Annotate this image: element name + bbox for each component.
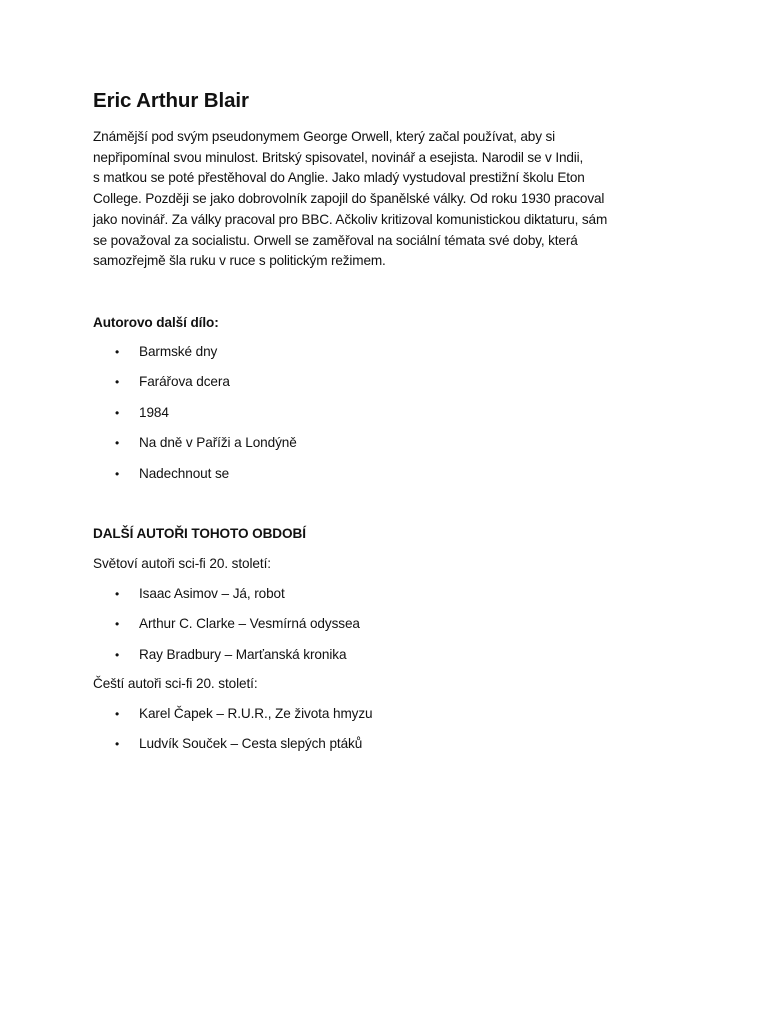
bullet-icon: • — [115, 466, 120, 481]
list-item: • Nadechnout se — [93, 464, 683, 484]
works-heading: Autorovo další dílo: — [93, 314, 219, 330]
bullet-icon: • — [115, 405, 120, 420]
list-item: • Barmské dny — [93, 342, 683, 362]
biography-paragraph — [93, 127, 683, 272]
world-authors-list — [93, 584, 683, 665]
bio-line: jako novinář. Za války pracoval pro BBC. Ačkoliv kritizoval komunistickou diktaturu, sám — [93, 211, 608, 227]
bullet-icon: • — [115, 706, 120, 721]
bullet-icon: • — [115, 617, 120, 632]
bio-line: s matkou se poté přestěhoval do Anglie. Jako mladý vystudoval prestižní školu Eton — [93, 170, 585, 186]
list-item: • Isaac Asimov – Já, robot — [93, 584, 683, 604]
czech-authors-list — [93, 704, 683, 755]
bio-line: nepřipomínal svou minulost. Britský spisovatel, novinář a esejista. Narodil se v Indii, — [93, 149, 584, 165]
world-authors-label: Světoví autoři sci-fi 20. století: — [93, 555, 271, 571]
bio-line: samozřejmě šla ruku v ruce s politickým režimem. — [93, 253, 386, 269]
list-item: • Karel Čapek – R.U.R., Ze života hmyzu — [93, 704, 683, 724]
bullet-icon: • — [115, 344, 120, 359]
bullet-icon: • — [115, 375, 120, 390]
document-page — [93, 86, 683, 754]
czech-authors-label: Čeští autoři sci-fi 20. století: — [93, 675, 258, 691]
list-item: • Ludvík Souček – Cesta slepých ptáků — [93, 734, 683, 754]
list-item: • Ray Bradbury – Marťanská kronika — [93, 645, 683, 665]
bullet-icon: • — [115, 436, 120, 451]
list-item: • Arthur C. Clarke – Vesmírná odyssea — [93, 614, 683, 634]
bio-line: Známější pod svým pseudonymem George Orwell, který začal používat, aby si — [93, 129, 556, 144]
list-item: • Farářova dcera — [93, 372, 683, 392]
bullet-icon: • — [115, 647, 120, 662]
bullet-icon: • — [115, 586, 120, 601]
list-item: • Na dně v Paříži a Londýně — [93, 433, 683, 453]
bio-line: se považoval za socialistu. Orwell se zaměřoval na sociální témata své doby, která — [93, 232, 578, 248]
page-title: Eric Arthur Blair — [93, 89, 249, 112]
bio-line: College. Později se jako dobrovolník zapojil do španělské války. Od roku 1930 pracoval — [93, 191, 605, 207]
other-authors-heading: DALŠÍ AUTOŘI TOHOTO OBDOBÍ — [93, 525, 306, 541]
works-list — [93, 342, 683, 484]
list-item: • 1984 — [93, 403, 683, 423]
bullet-icon: • — [115, 737, 120, 752]
